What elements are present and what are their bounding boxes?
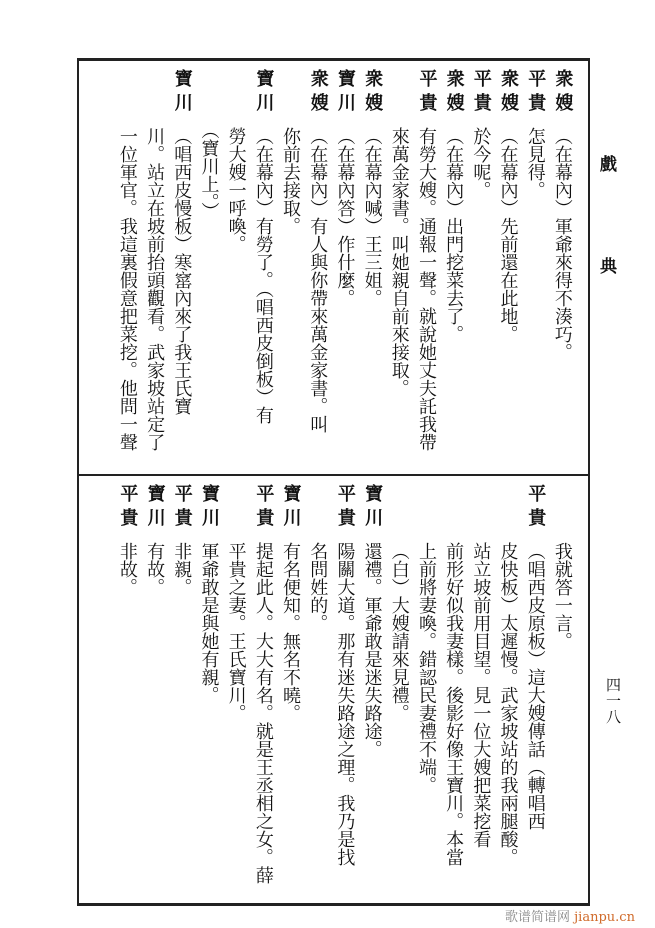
dialogue-line: （白）大嫂請來見禮。: [388, 542, 410, 722]
speaker-name: 寶川: [280, 484, 302, 532]
dialogue-line: 還禮。軍爺敢是迷失路途。: [361, 542, 383, 758]
speaker-name: 衆嫂: [307, 69, 329, 117]
dialogue-line: （在幕內）有人與你帶來萬金家書。叫: [307, 127, 329, 433]
speaker-name: 平貴: [253, 484, 275, 532]
dialogue-line: 陽關大道。那有迷失路途之理。我乃是找: [334, 542, 356, 866]
speaker-name: 平貴: [334, 484, 356, 532]
text-column: [304, 61, 331, 474]
dialogue-line: 川。站立在坡前抬頭觀看。武家坡站定了: [144, 127, 166, 451]
dialogue-line: 名問姓的。: [307, 542, 329, 632]
dialogue-line: 有故。: [144, 542, 166, 596]
dialogue-line: 於今呢。: [470, 127, 492, 199]
watermark: [505, 910, 635, 925]
text-column: [522, 61, 549, 474]
dialogue-line: 站立坡前用目望。見一位大嫂把菜挖看: [470, 542, 492, 848]
speaker-name: 平貴: [416, 69, 438, 117]
text-column: [494, 476, 521, 903]
speaker-name: 寶川: [253, 69, 275, 117]
text-column: [277, 476, 304, 903]
text-column: [141, 61, 168, 474]
text-column: [386, 61, 413, 474]
dialogue-line: 一位軍官。我這裏假意把菜挖。他問一聲: [116, 127, 138, 451]
text-column: [467, 61, 494, 474]
text-column: [168, 476, 195, 903]
dialogue-line: 有勞大嫂。通報一聲。就說她丈夫託我帶: [415, 127, 437, 451]
speaker-name: 寶川: [334, 69, 356, 117]
dialogue-line: 上前將妻喚。錯認民妻禮不端。: [415, 542, 437, 794]
text-column: [168, 61, 195, 474]
text-column: [549, 61, 576, 474]
dialogue-line: （在幕內）軍爺來得不湊巧。: [551, 127, 573, 361]
dialogue-line: 提起此人。大大有名。就是王丞相之女。薛: [252, 542, 274, 884]
speaker-name: 平貴: [525, 484, 547, 532]
dialogue-line: （在幕內）先前還在此地。: [497, 127, 519, 343]
dialogue-line: （在幕內答）作什麼。: [334, 127, 356, 307]
dialogue-line: 勞大嫂一呼喚。: [225, 127, 247, 253]
text-column: [250, 476, 277, 903]
text-column: [114, 61, 141, 474]
dialogue-line: 來萬金家書。叫她親自前來接取。: [388, 127, 410, 397]
dialogue-line: （在幕內喊）王三姐。: [361, 127, 383, 307]
text-column: [494, 61, 521, 474]
dialogue-line: （唱西皮原板）這大嫂傳話（轉唱西: [524, 542, 546, 830]
text-column: [359, 476, 386, 903]
text-column: [522, 476, 549, 903]
margin-title-char: 戲: [600, 155, 617, 175]
dialogue-line: 我就答一言。: [551, 542, 573, 650]
dialogue-line: 怎見得。: [524, 127, 546, 199]
dialogue-line: 前形好似我妻樣。後影好像王寶川。本當: [443, 542, 465, 866]
dialogue-line: 有名便知。無名不曉。: [280, 542, 302, 722]
dialogue-line: （在幕內）出門挖菜去了。: [443, 127, 465, 343]
speaker-name: 寶川: [198, 484, 220, 532]
speaker-name: 寶川: [362, 484, 384, 532]
text-column: [250, 61, 277, 474]
text-column: [467, 476, 494, 903]
text-column: [304, 476, 331, 903]
text-column: [141, 476, 168, 903]
dialogue-line: 你前去接取。: [280, 127, 302, 235]
text-column: [440, 476, 467, 903]
dialogue-line: （在幕內）有勞了。（唱西皮倒板）有: [252, 127, 274, 424]
text-column: [114, 476, 141, 903]
dialogue-line: 非親。: [171, 542, 193, 596]
stage-direction: （寶川上。）: [198, 121, 220, 220]
text-column: [223, 476, 250, 903]
dialogue-line: 皮快板）太遲慢。武家坡站的我兩腿酸。: [497, 542, 519, 866]
watermark-site: 歌谱简谱网: [505, 910, 571, 925]
text-column: [331, 61, 358, 474]
script-box-bottom: [77, 476, 590, 906]
speaker-name: 平貴: [117, 484, 139, 532]
text-column: [549, 476, 576, 903]
text-column: [440, 61, 467, 474]
text-column: [386, 476, 413, 903]
text-column: [277, 61, 304, 474]
speaker-name: 平貴: [470, 69, 492, 117]
speaker-name: 寶川: [171, 69, 193, 117]
speaker-name: 衆嫂: [552, 69, 574, 117]
dialogue-line: 軍爺敢是與她有親。: [198, 542, 220, 704]
dialogue-line: 平貴之妻。王氏寶川。: [225, 542, 247, 722]
speaker-name: 寶川: [144, 484, 166, 532]
speaker-name: 平貴: [171, 484, 193, 532]
speaker-name: 平貴: [525, 69, 547, 117]
text-column: [331, 476, 358, 903]
speaker-name: 衆嫂: [362, 69, 384, 117]
dialogue-line: （唱西皮慢板）寒窰內來了我王氏寶: [171, 127, 193, 415]
script-box-top: [77, 58, 590, 476]
text-column: [413, 61, 440, 474]
speaker-name: 衆嫂: [443, 69, 465, 117]
margin-title-char: 典: [600, 257, 617, 277]
text-column: [223, 61, 250, 474]
speaker-name: 衆嫂: [498, 69, 520, 117]
text-column: [195, 476, 222, 903]
text-column: [359, 61, 386, 474]
page-number: 四一八: [604, 677, 622, 725]
watermark-url: jianpu.cn: [574, 910, 635, 925]
text-column: [413, 476, 440, 903]
text-column: [195, 61, 222, 474]
dialogue-line: 非故。: [116, 542, 138, 596]
